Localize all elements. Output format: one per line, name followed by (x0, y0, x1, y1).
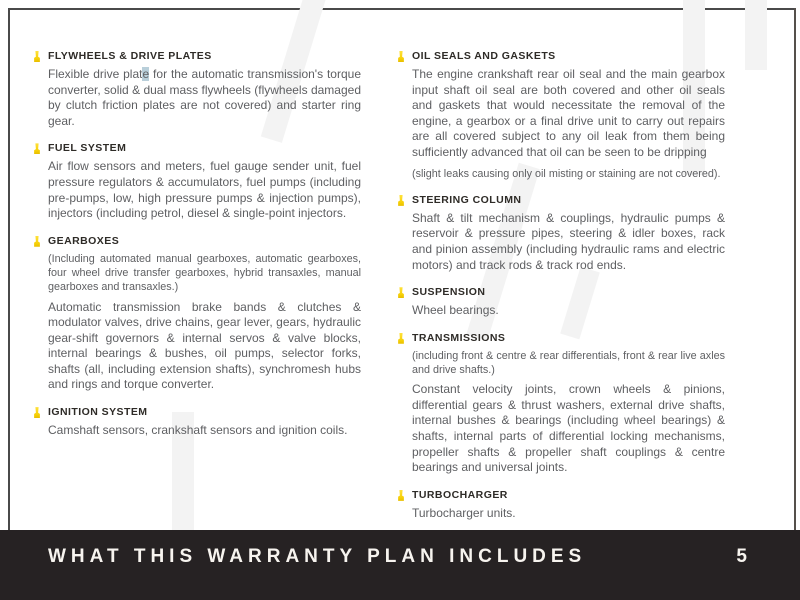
section-heading: SUSPENSION (412, 286, 486, 299)
section-heading: GEARBOXES (48, 234, 120, 247)
right-column (397, 50, 725, 528)
page-border-top (8, 8, 796, 10)
warranty-section (397, 194, 725, 273)
warranty-section (397, 286, 725, 319)
section-paragraph: Constant velocity joints, crown wheels & pinions, differential gears & thrust washers, external drive shafts, internal bushes & bearings (including wheel bearings) & shafts, internal parts of differential locking mechanisms, propeller shafts & propeller shaft couplings & centre bearings and universal joints. (412, 382, 725, 475)
section-heading: OIL SEALS AND GASKETS (412, 50, 556, 62)
warranty-section (397, 332, 725, 476)
section-paragraph: Turbocharger units. (412, 505, 516, 520)
section-paragraph: Air flow sensors and meters, fuel gauge sender unit, fuel pressure regulators & accumulators, fuel pumps (including pre-pumps, low, high pressure pumps & injection pumps), injectors (including petrol, diesel & single-point injectors. (48, 159, 361, 221)
warranty-section (33, 50, 361, 129)
section-paragraph: Camshaft sensors, crankshaft sensors and ignition coils. (48, 423, 348, 438)
spark-plug-icon (33, 51, 41, 62)
spark-plug-icon (33, 143, 41, 154)
section-paragraph: (slight leaks causing only oil misting or staining are not covered). (412, 167, 721, 180)
warranty-section (33, 142, 361, 221)
section-heading: TURBOCHARGER (412, 488, 508, 501)
left-column (33, 50, 361, 528)
paragraph-text: Flexible drive plat (48, 67, 143, 81)
section-paragraph: Wheel bearings. (412, 303, 499, 318)
spark-plug-icon (397, 51, 405, 62)
section-heading: IGNITION SYSTEM (48, 406, 148, 419)
footer-bar (0, 530, 800, 600)
section-paragraph (48, 67, 361, 129)
spark-plug-icon (397, 195, 405, 206)
spark-plug-icon (397, 333, 405, 344)
section-paragraph: Automatic transmission brake bands & clutches & modulator valves, drive chains, gear lever, gears, hydraulic gear-shift governors & internal servos & valve blocks, internal bearings & bushes, oil pumps, selector forks, shafts (all, including extension shafts), synchromesh hubs and rings and torque converter. (48, 299, 361, 392)
spark-plug-icon (33, 407, 41, 418)
page-body (0, 50, 800, 528)
section-heading: FUEL SYSTEM (48, 142, 127, 155)
warranty-section (397, 489, 725, 522)
section-paragraph: (including front & centre & rear differentials, front & rear live axles and drive shafts.) (412, 349, 725, 377)
warranty-section (33, 235, 361, 393)
section-paragraph: Shaft & tilt mechanism & couplings, hydraulic pumps & reservoir & pressure pipes, steering & idler boxes, rack and pinion assembly (including hydraulic rams and electric motors) and track rods & track rod ends. (412, 210, 725, 272)
section-paragraph: The engine crankshaft rear oil seal and the main gearbox input shaft oil seal are both covered and other oil seals and gaskets that would necessitate the removal of the engine, a gearbox or a final drive unit to carry out repairs are all covered subject to any oil leak from them being sufficiently advanced that oil can be seen to be dripping (412, 67, 725, 159)
section-heading: STEERING COLUMN (412, 193, 522, 206)
page-number: 5 (736, 546, 748, 567)
section-heading: FLYWHEELS & DRIVE PLATES (48, 50, 212, 62)
highlighted-character: e (142, 67, 150, 81)
page-title: WHAT THIS WARRANTY PLAN INCLUDES (48, 546, 587, 567)
spark-plug-icon (397, 287, 405, 298)
section-heading: TRANSMISSIONS (412, 331, 506, 344)
spark-plug-icon (33, 236, 41, 247)
section-paragraph: (Including automated manual gearboxes, automatic gearboxes, four wheel drive transfer gearboxes, hybrid transaxles, manual gearboxes and transaxles.) (48, 252, 361, 294)
paragraph-text: for the automatic transmission's torque converter, solid & dual mass flywheels (flywheels damaged by clutch friction plates are not covered) and starter ring gear. (48, 67, 361, 128)
spark-plug-icon (397, 490, 405, 501)
warranty-section (397, 50, 725, 181)
warranty-section (33, 406, 361, 439)
